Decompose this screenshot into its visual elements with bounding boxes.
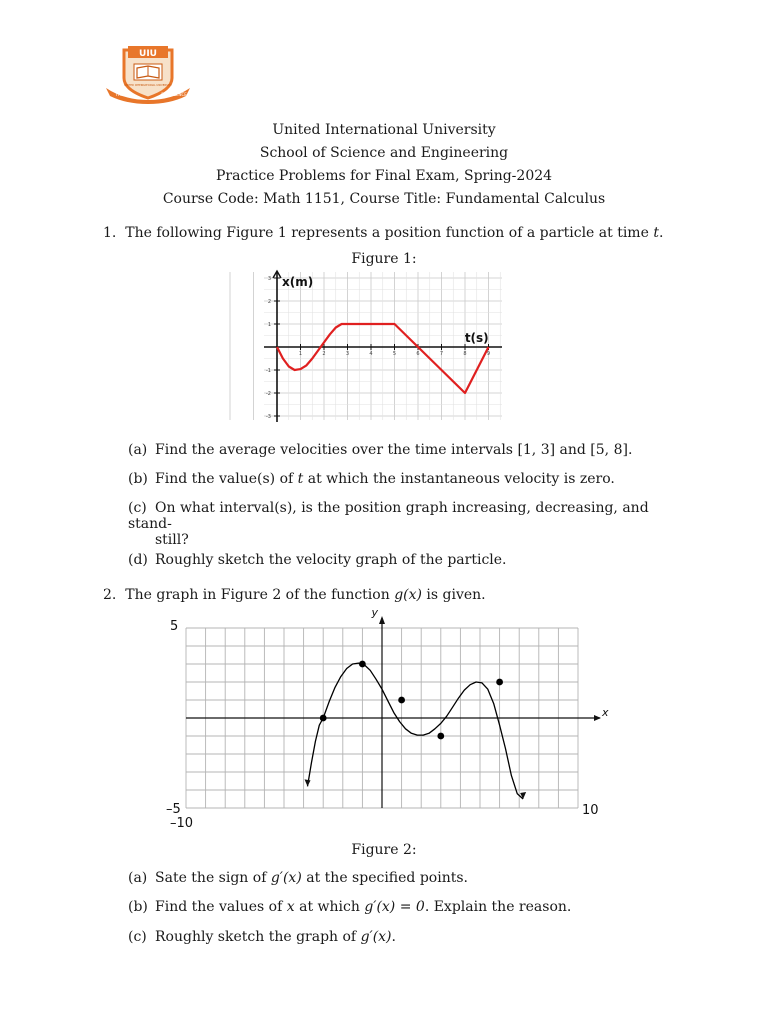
header-exam: Practice Problems for Final Exam, Spring-2024 (215, 168, 553, 184)
x-max-label: 10 (582, 803, 599, 818)
part-text: Roughly sketch the graph of (155, 929, 361, 945)
q1-part-b (128, 471, 615, 487)
part-text-end: at the specified points. (301, 870, 468, 886)
figure-1-caption: Figure 1: (351, 251, 417, 267)
question-number: 2. (103, 587, 117, 603)
y-tick-label: -2 (266, 391, 271, 397)
university-logo (104, 44, 192, 104)
x-min-label: –10 (170, 816, 194, 831)
specified-point (437, 733, 444, 740)
math-expression: g′(x) (360, 929, 392, 945)
x-tick-label: 8 (463, 351, 467, 357)
specified-point (359, 661, 366, 668)
specified-point (398, 697, 405, 704)
part-label: (a) (128, 442, 148, 458)
y-tick-label: 2 (267, 299, 271, 305)
function-name: g(x) (394, 587, 422, 603)
question-text: The following Figure 1 represents a position function of a particle at time (125, 225, 654, 241)
x-tick-label: 7 (439, 351, 444, 357)
question-text: The graph in Figure 2 of the function (125, 587, 395, 603)
y-tick-label: -3 (266, 414, 271, 420)
q2-part-a (128, 870, 468, 886)
part-text: Find the value(s) of (155, 471, 298, 487)
q2-part-c (128, 929, 396, 945)
variable: x (286, 899, 295, 915)
specified-point (320, 715, 327, 722)
x-tick-label: 9 (486, 351, 491, 357)
q1-part-d (128, 552, 507, 568)
x-axis-arrow (594, 715, 601, 721)
part-label: (b) (128, 899, 148, 915)
figure-2-chart (166, 606, 613, 831)
part-text: Find the average velocities over the time intervals [1, 3] and [5, 8]. (155, 442, 633, 458)
part-label: (a) (128, 870, 148, 886)
x-tick-label: 1 (298, 351, 303, 357)
x-tick-label: 3 (345, 351, 350, 357)
question-text-end: is given. (421, 587, 486, 603)
curve-arrow-left (305, 779, 311, 786)
y-tick-label: 3 (267, 276, 271, 282)
g-curve (308, 663, 524, 799)
header-school: School of Science and Engineering (259, 145, 509, 161)
specified-point (496, 679, 503, 686)
variable: t (653, 225, 659, 241)
part-text: On what interval(s), is the position graph increasing, decreasing, and stand- (128, 500, 649, 532)
figure-2-caption: Figure 2: (351, 842, 417, 858)
part-text: Sate the sign of (155, 870, 271, 886)
part-text-mid: at which (294, 899, 365, 915)
part-text-line2: still? (155, 532, 189, 548)
figure-1-chart (262, 270, 504, 425)
y-min-label: –5 (166, 802, 181, 817)
part-text: Find the values of (155, 899, 287, 915)
x-axis-label: t(s) (464, 331, 489, 345)
q2-part-b (128, 899, 571, 915)
q1-part-a (128, 442, 632, 458)
header-course: Course Code: Math 1151, Course Title: Fundamental Calculus (162, 191, 606, 207)
question-1 (103, 225, 663, 241)
x-axis-label: x (602, 706, 609, 719)
y-max-label: 5 (170, 619, 179, 634)
y-axis-arrow (379, 616, 385, 624)
part-label: (c) (128, 500, 147, 516)
part-text-end: . Explain the reason. (424, 899, 572, 915)
logo-ribbon-left: TRUST (115, 92, 129, 97)
part-text-end: . (391, 929, 396, 945)
q1-part-c (128, 500, 673, 548)
x-tick-label: 4 (369, 351, 373, 357)
x-tick-label: 2 (322, 351, 326, 357)
y-tick-label: -1 (266, 368, 271, 374)
header-university: United International University (272, 122, 496, 138)
x-tick-label: 6 (416, 351, 420, 357)
math-expression: g′(x) = 0 (364, 899, 425, 915)
logo-initials: UIU (139, 49, 157, 59)
question-text-end: . (658, 225, 664, 241)
part-text: Roughly sketch the velocity graph of the particle. (155, 552, 507, 568)
x-tick-label: 5 (392, 351, 397, 357)
part-label: (b) (128, 471, 148, 487)
math-expression: g′(x) (270, 870, 302, 886)
part-text-end: at which the instantaneous velocity is zero. (303, 471, 615, 487)
y-tick-label: 1 (267, 322, 271, 328)
y-axis-label: x(m) (282, 275, 314, 289)
logo-ring-text: UNITED INTERNATIONAL UNIVERSITY (124, 84, 172, 87)
variable: t (297, 471, 304, 487)
question-number: 1. (103, 225, 117, 241)
logo-ribbon-right: EXCELLENCE (161, 92, 187, 97)
part-label: (c) (128, 929, 147, 945)
y-axis-label: y (371, 606, 378, 619)
question-2 (103, 587, 486, 603)
part-label: (d) (128, 552, 148, 568)
